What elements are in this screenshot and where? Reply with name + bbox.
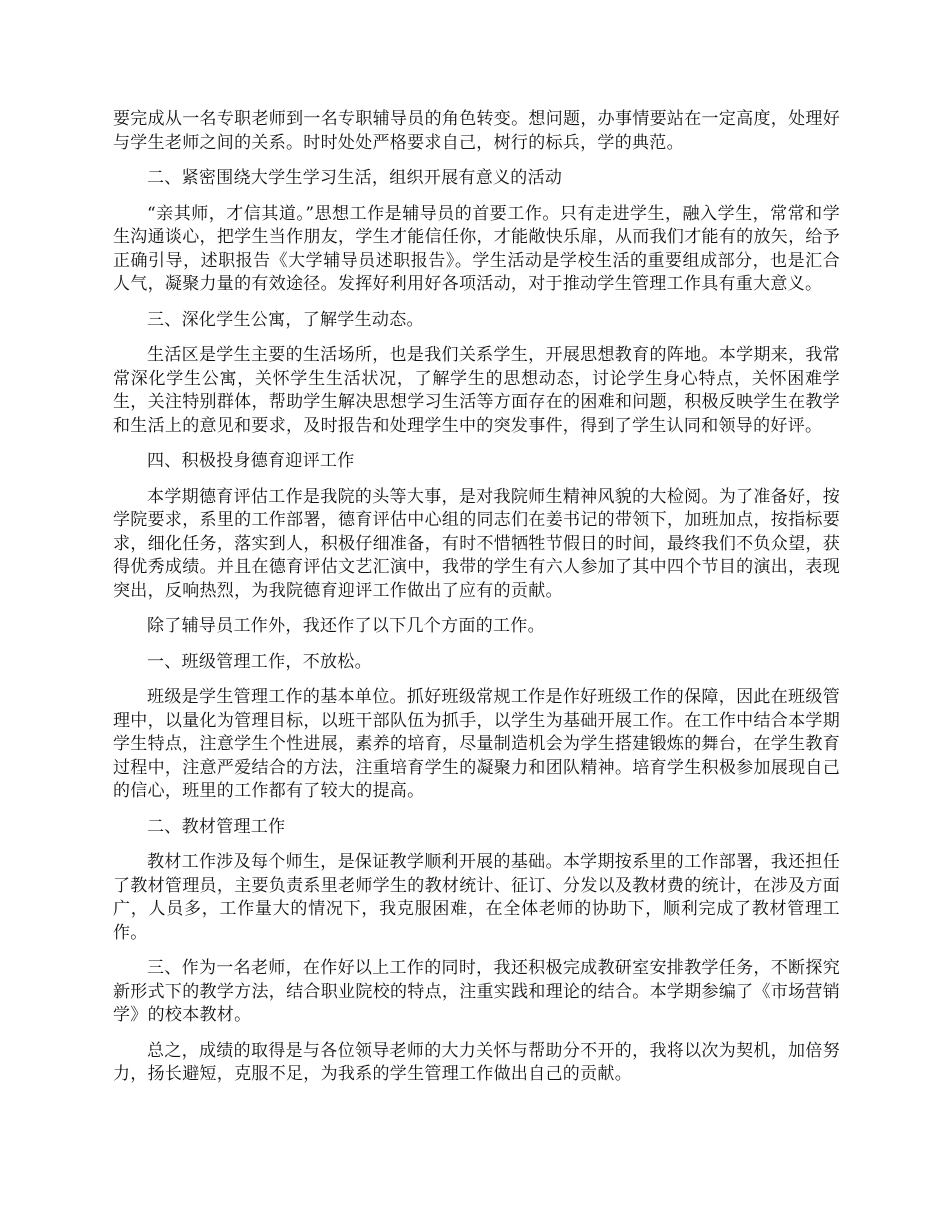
section-heading-6: 四、积极投身德育迎评工作 <box>147 451 355 471</box>
paragraph-14: 总之，成绩的取得是与各位领导老师的大力关怀与帮助分不开的，我将以次为契机，加倍努力，扬长避短，克服不足，为我系的学生管理工作做出自己的贡献。 <box>113 1040 840 1084</box>
paragraph-5: 生活区是学生主要的生活场所，也是我们关系学生，开展思想教育的阵地。本学期来，我常常深化学生公寓，关怀学生生活状况，了解学生的思想动态，讨论学生身心特点，关怀困难学生，关注特别群体，帮助学生解决思想学习生活等方面存在的困难和问题，积极反映学生在教学和生活上的意见和要求，及时报告和处理学生中的突发事件，得到了学生认同和领导的好评。 <box>113 345 840 436</box>
document-body <box>113 108 840 1099</box>
paragraph-13: 三、作为一名老师，在作好以上工作的同时，我还积极完成教研室安排教学任务，不断探究新形式下的教学方法，结合职业院校的特点，注重实践和理论的结合。本学期参编了《市场营销学》的校本教材。 <box>113 958 840 1025</box>
paragraph-8: 除了辅导员工作外，我还作了以下几个方面的工作。 <box>147 616 545 636</box>
section-heading-11: 二、教材管理工作 <box>147 816 286 837</box>
section-heading-2: 二、紧密围绕大学生学习生活，组织开展有意义的活动 <box>147 168 563 188</box>
section-heading-9: 一、班级管理工作，不放松。 <box>147 651 372 672</box>
paragraph-10: 班级是学生管理工作的基本单位。抓好班级常规工作是作好班级工作的保障，因此在班级管理中，以量化为管理目标，以班干部队伍为抓手，以学生为基础开展工作。在工作中结合本学期学生特点，注意学生个性进展，素养的培育，尽量制造机会为学生搭建锻炼的舞台，在学生教育过程中，注意严爱结合的方法，注重培育学生的凝聚力和团队精神。培育学生积极参加展现自己的信心，班里的工作都有了较大的提高。 <box>113 687 840 801</box>
paragraph-7: 本学期德育评估工作是我院的头等大事，是对我院师生精神风貌的大检阅。为了准备好，按学院要求，系里的工作部署，德育评估中心组的同志们在姜书记的带领下，加班加点，按指标要求，细化任务，落实到人，积极仔细准备，有时不惜牺牲节假日的时间，最终我们不负众望，获得优秀成绩。并且在德育评估文艺汇演中，我带的学生有六人参加了其中四个节目的演出，表现突出，反响热烈，为我院德育迎评工作做出了应有的贡献。 <box>113 486 840 601</box>
paragraph-1: 要完成从一名专职老师到一名专职辅导员的角色转变。想问题，办事情要站在一定高度，处理好与学生老师之间的关系。时时处处严格要求自己，树行的标兵，学的典范。 <box>113 109 840 153</box>
paragraph-3: “亲其师，才信其道。”思想工作是辅导员的首要工作。只有走进学生，融入学生，常常和学生沟通谈心，把学生当作朋友，学生才能信任你，才能敞快乐扉，从而我们才能有的放矢，给予正确引导，述职报告《大学辅导员述职报告》。学生活动是学校生活的重要组成部分，也是汇合人气，凝聚力量的有效途径。发挥好利用好各项活动，对于推动学生管理工作具有重大意义。 <box>113 203 840 294</box>
paragraph-12: 教材工作涉及每个师生，是保证教学顺利开展的基础。本学期按系里的工作部署，我还担任了教材管理员，主要负责系里老师学生的教材统计、征订、分发以及教材费的统计，在涉及方面广，人员多，工作量大的情况下，我克服困难，在全体老师的协助下，顺利完成了教材管理工作。 <box>113 852 840 943</box>
section-heading-4: 三、深化学生公寓，了解学生动态。 <box>147 309 424 330</box>
